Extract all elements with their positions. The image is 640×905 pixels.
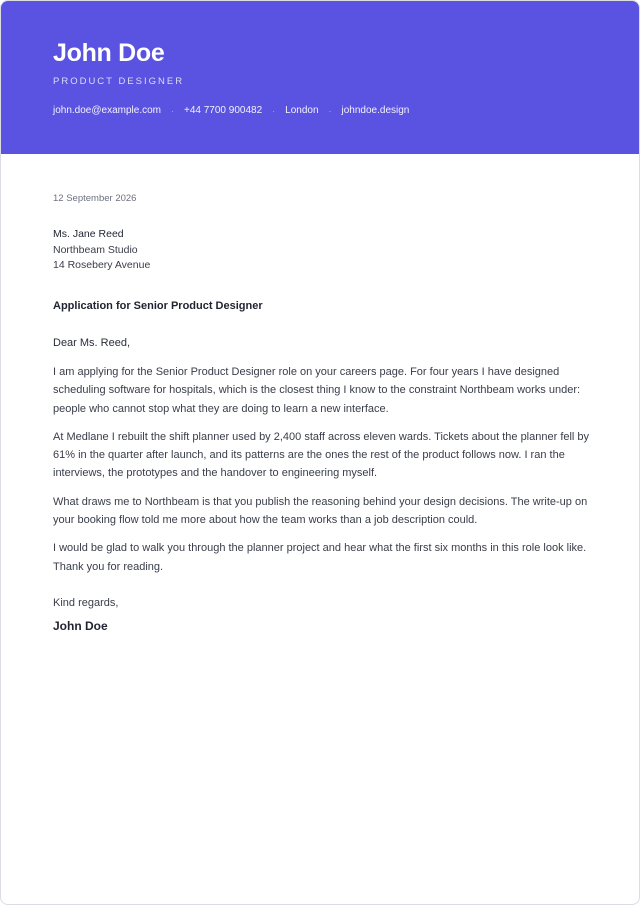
recipient-company: Northbeam Studio xyxy=(53,243,138,256)
contact-website[interactable]: johndoe.design xyxy=(341,105,410,116)
letter-body xyxy=(53,363,591,586)
body-paragraph: I would be glad to walk you through the planner project and hear what the first six months in this role look like. Thank you for reading. xyxy=(53,542,587,573)
contact-email[interactable]: john.doe@example.com xyxy=(53,105,161,116)
sender-name: John Doe xyxy=(53,39,165,67)
contact-separator: · xyxy=(171,106,174,116)
recipient-name: Ms. Jane Reed xyxy=(53,228,124,240)
letter-closing: Kind regards, xyxy=(53,597,119,609)
salutation: Dear Ms. Reed, xyxy=(53,337,131,349)
contact-separator: · xyxy=(272,106,276,116)
letter-header xyxy=(1,1,639,154)
recipient-block xyxy=(53,227,150,274)
contact-phone[interactable]: +44 7700 900482 xyxy=(184,105,263,116)
sender-role: PRODUCT DESIGNER xyxy=(53,76,185,87)
letter-date: 12 September 2026 xyxy=(53,193,137,204)
letter-subject: Application for Senior Product Designer xyxy=(53,300,263,312)
recipient-address: 14 Rosebery Avenue xyxy=(53,259,151,271)
contact-separator: · xyxy=(328,106,332,116)
body-paragraph: What draws me to Northbeam is that you publish the reasoning behind your design decisions. The write-up on your booking flow told me more about how the team works than a job description could. xyxy=(53,495,588,527)
contact-city: London xyxy=(285,105,319,116)
body-paragraph: At Medlane I rebuilt the shift planner used by 2,400 staff across eleven wards. Tickets about the planner fell by 61% in the quarter after launch, and its patterns are the ones the rest of the product follows now. I ran the interviews, the prototypes and the handover to engineering myself. xyxy=(53,430,590,480)
body-paragraph: I am applying for the Senior Product Designer role on your careers page. For four years I have designed scheduling software for hospitals, which is the closest thing I know to the constraint Northbeam works under: people who cannot stop what they are doing to learn a new interface. xyxy=(53,366,581,415)
contact-line xyxy=(53,104,409,118)
letter-signature: John Doe xyxy=(53,619,108,633)
